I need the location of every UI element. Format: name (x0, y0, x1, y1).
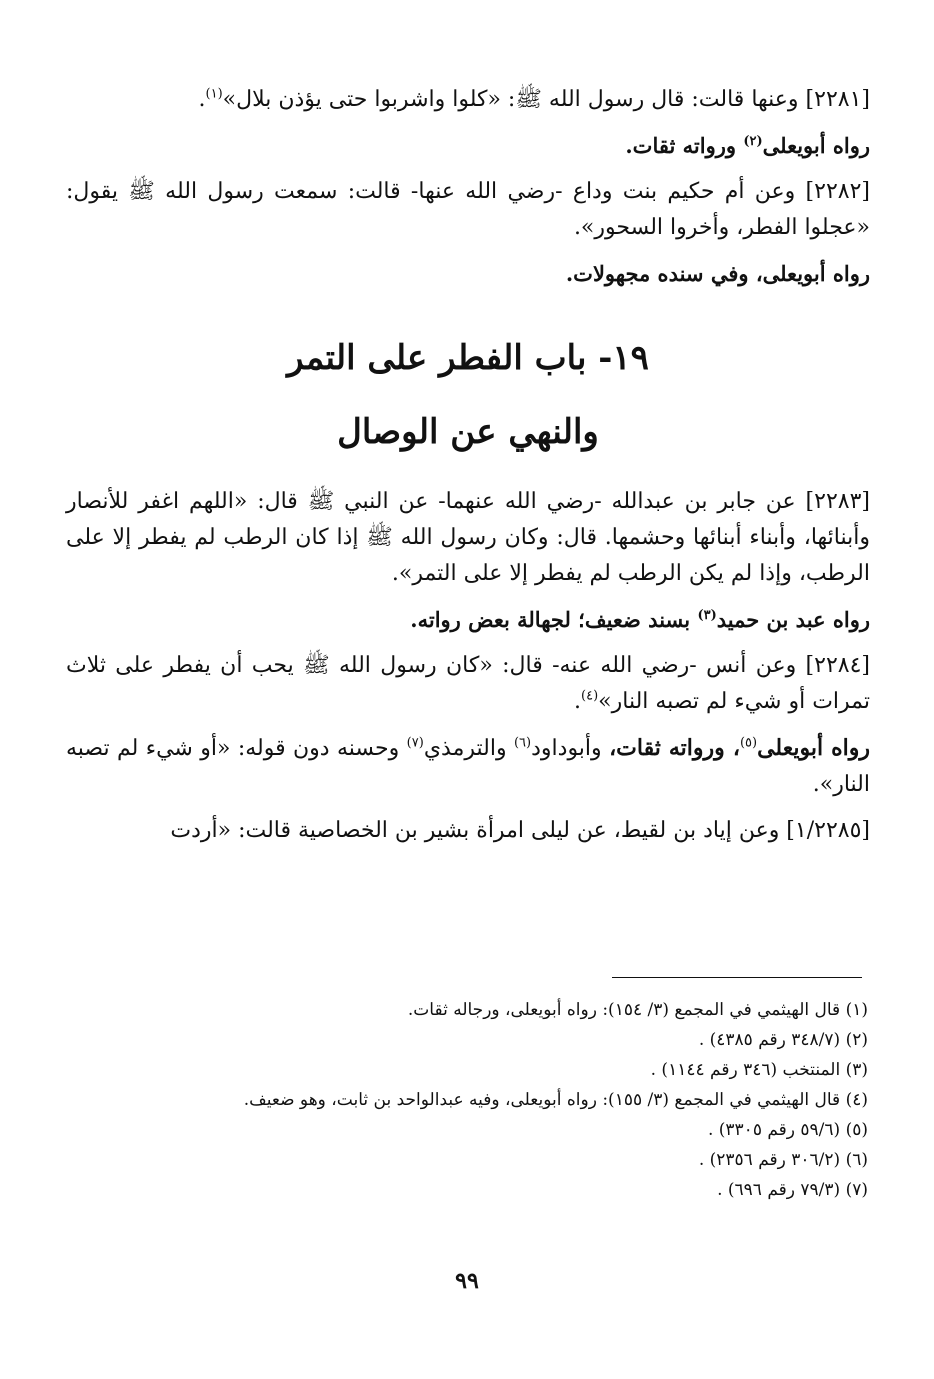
narration-2283: رواه عبد بن حميد$^{(٣)}$ بسند ضعيف؛ لجهالة بعض رواته. (410, 607, 870, 632)
page-number: ٩٩ (455, 1268, 479, 1294)
footnotes (66, 995, 868, 1205)
footnote-ref-7[interactable]: (٧) (406, 735, 424, 751)
hadith-2284: [٢٢٨٤] وعن أنس -رضي الله عنه- قال: «كان رسول الله ﷺ يحب أن يفطر على ثلاث تمرات أو شيء لم تصبه النار»$^{(٤)}$. (66, 653, 870, 714)
hadith-2285-start: [١/٢٢٨٥] وعن إياد بن لقيط، عن ليلى امرأة بشير بن الخصاصية قالت: «أردت (170, 818, 870, 843)
footnote-7: (٧) (٧٩/٣ رقم ٦٩٦) . (717, 1180, 868, 1200)
hadith-2282: [٢٢٨٢] وعن أم حكيم بنت وداع -رضي الله عنها- قالت: سمعت رسول الله ﷺ يقول: «عجلوا الفطر، وأخروا السحور». (66, 179, 870, 240)
footnote-ref-4[interactable]: (٤) (581, 688, 599, 704)
footnote-ref-6[interactable]: (٦) (513, 735, 532, 751)
footnote-ref-5[interactable]: (٥) (739, 735, 758, 751)
narration-2284: رواه أبويعلى$^{(٥)}$، ورواته ثقات، وأبوداود$^{(٦)}$ والترمذي$^{(٧)}$ وحسنه دون قوله: «أو شيء لم تصبه النار». (66, 735, 870, 797)
footnote-ref-1[interactable]: (١) (205, 86, 223, 102)
narration-2282: رواه أبويعلى، وفي سنده مجهولات. (565, 261, 870, 286)
footnote-2: (٢) (٣٤٨/٧ رقم ٤٣٨٥) . (698, 1030, 868, 1050)
footnote-5: (٥) (٥٩/٦ رقم ٣٣٠٥) . (707, 1120, 868, 1140)
footnote-separator (612, 977, 862, 978)
footnote-1: (١) قال الهيثمي في المجمع (٣/ ١٥٤): رواه أبويعلى، ورجاله ثقات. (407, 1000, 868, 1020)
footnote-3: (٣) المنتخب (٣٤٦ رقم ١١٤٤) . (650, 1060, 868, 1080)
chapter-heading (66, 332, 870, 458)
hadith-2283: [٢٢٨٣] عن جابر بن عبدالله -رضي الله عنهما- عن النبي ﷺ قال: «اللهم اغفر للأنصار وأبنائها، وأبناء أبنائها وحشمها. قال: وكان رسول الله ﷺ إذا كان الرطب لم يفطر إلا على الرطب، وإذا لم يكن الرطب لم يفطر إلا على التمر». (66, 489, 870, 586)
narration-2281: رواه أبويعلى$^{(٢)}$ ورواته ثقات. (625, 133, 870, 158)
chapter-title-line-2: والنهي عن الوصال (337, 412, 599, 452)
footnote-6: (٦) (٣٠٦/٢ رقم ٢٣٥٦) . (698, 1150, 868, 1170)
footnote-ref-3[interactable]: (٣) (697, 608, 717, 623)
footnote-4: (٤) قال الهيثمي في المجمع (٣/ ١٥٥): رواه أبويعلى، وفيه عبدالواحد بن ثابت، وهو ضعيف. (243, 1090, 868, 1110)
hadith-2281: [٢٢٨١] وعنها قالت: قال رسول الله ﷺ: «كلوا واشربوا حتى يؤذن بلال»$^{(١)}$. (198, 86, 870, 112)
footnote-ref-2[interactable]: (٢) (743, 134, 763, 149)
chapter-title-line-1: ١٩- باب الفطر على التمر (287, 338, 649, 378)
